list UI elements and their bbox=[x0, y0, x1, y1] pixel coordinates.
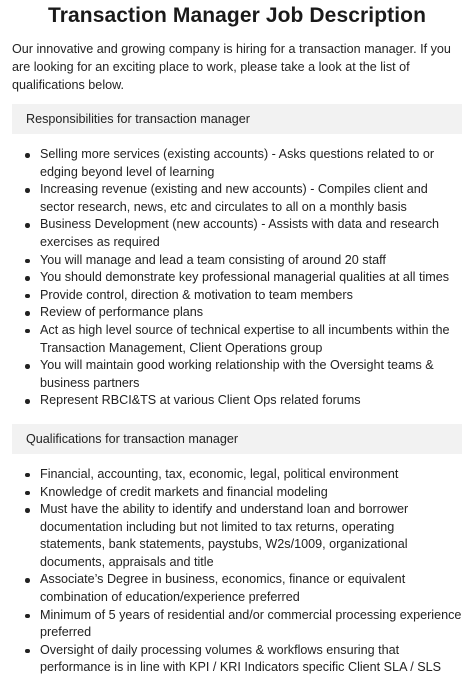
list-item-text: Minimum of 5 years of residential and/or commercial processing experience preferred bbox=[40, 607, 462, 640]
list-item bbox=[12, 304, 462, 322]
bullet-icon bbox=[25, 276, 30, 281]
bullet-icon bbox=[25, 614, 30, 619]
bullet-icon bbox=[25, 364, 30, 369]
bullet-icon bbox=[25, 578, 30, 583]
list-item bbox=[12, 252, 462, 270]
spacer bbox=[0, 410, 474, 414]
intro-paragraph: Our innovative and growing company is hiring for a transaction manager. If you are looking for an exciting place to work, please take a look at the list of qualifications below. bbox=[12, 42, 451, 92]
list-item-text: Represent RBCI&TS at various Client Ops related forums bbox=[40, 393, 361, 408]
list-item bbox=[12, 357, 462, 392]
bullet-icon bbox=[25, 649, 30, 654]
bullet-icon bbox=[25, 294, 30, 299]
list-item-text: Oversight of daily processing volumes & workflows ensuring that performance is in line with KPI / KRI Indicators specific Client SLA / SLS bbox=[40, 642, 442, 675]
list-item bbox=[12, 571, 462, 606]
list-item bbox=[12, 216, 462, 251]
bullet-icon bbox=[25, 399, 30, 404]
list-item bbox=[12, 322, 462, 357]
bullet-icon bbox=[25, 188, 30, 193]
list-item bbox=[12, 607, 462, 642]
list-item-text: Provide control, direction & motivation to team members bbox=[40, 287, 353, 302]
bullet-icon bbox=[25, 329, 30, 334]
list-item-text: Selling more services (existing accounts) - Asks questions related to or edging beyond level of learning bbox=[40, 147, 435, 179]
list-item-text: Business Development (new accounts) - Assists with data and research exercises as required bbox=[40, 217, 439, 249]
list-item bbox=[12, 146, 462, 181]
list-item-text: You should demonstrate key professional managerial qualities at all times bbox=[40, 270, 450, 285]
qualifications-list bbox=[12, 466, 462, 677]
list-item-text: Act as high level source of technical expertise to all incumbents within the Transaction Management, Client Operations group bbox=[40, 322, 450, 355]
responsibilities-header: Responsibilities for transaction manager bbox=[12, 104, 462, 134]
bullet-icon bbox=[25, 223, 30, 228]
list-item bbox=[12, 392, 462, 410]
list-item bbox=[12, 501, 462, 571]
list-item-text: You will maintain good working relationship with the Oversight teams & business partners bbox=[40, 358, 434, 390]
list-item-text: Must have the ability to identify and understand loan and borrower documentation including but not limited to tax returns, operating statements, bank statements, paystubs, W2s/1009, organizational documents, appraisals and title bbox=[40, 502, 409, 569]
list-item-text: You will manage and lead a team consisting of around 20 staff bbox=[40, 252, 386, 267]
bullet-icon bbox=[25, 491, 30, 496]
qualifications-header: Qualifications for transaction manager bbox=[12, 424, 462, 454]
list-item bbox=[12, 269, 462, 287]
list-item bbox=[12, 642, 462, 677]
list-item bbox=[12, 466, 462, 484]
list-item-text: Associate’s Degree in business, economics, finance or equivalent combination of education/experience preferred bbox=[40, 572, 406, 605]
list-item-text: Knowledge of credit markets and financial modeling bbox=[40, 484, 328, 499]
bullet-icon bbox=[25, 508, 30, 513]
bullet-icon bbox=[25, 153, 30, 158]
list-item bbox=[12, 484, 462, 502]
list-item-text: Review of performance plans bbox=[40, 305, 204, 320]
list-item bbox=[12, 181, 462, 216]
list-item-text: Increasing revenue (existing and new accounts) - Compiles client and sector research, news, etc and circulates to all on a monthly basis bbox=[40, 182, 428, 214]
list-item-text: Financial, accounting, tax, economic, legal, political environment bbox=[40, 466, 399, 481]
page-title: Transaction Manager Job Description bbox=[47, 4, 427, 27]
bullet-icon bbox=[25, 259, 30, 264]
bullet-icon bbox=[25, 473, 30, 478]
responsibilities-list bbox=[12, 146, 462, 410]
list-item bbox=[12, 287, 462, 305]
bullet-icon bbox=[25, 311, 30, 316]
